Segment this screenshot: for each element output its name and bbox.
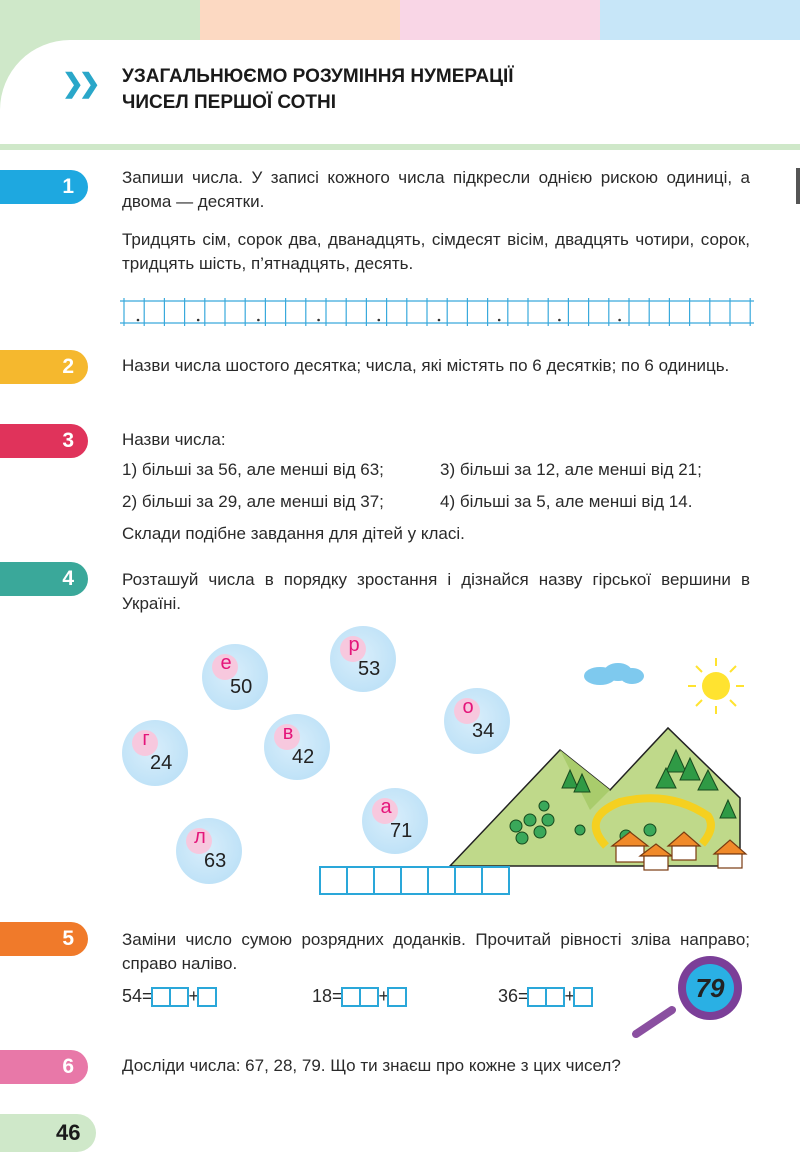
- bubble-letter: а: [380, 796, 392, 818]
- bubble-letter: е: [220, 652, 232, 674]
- strip-peach: [200, 0, 400, 40]
- header-divider: [0, 144, 800, 148]
- plus-sign: +: [188, 986, 200, 1006]
- title-line-2: ЧИСЕЛ ПЕРШОЇ СОТНІ: [122, 92, 337, 113]
- letter-bubble: [362, 788, 428, 854]
- answer-box[interactable]: [169, 987, 189, 1007]
- task-3-item-4: 4) більші за 5, але менші від 14.: [440, 492, 693, 511]
- bubble-number: 50: [230, 676, 253, 698]
- color-strip: [0, 0, 800, 40]
- task-number-1: 1: [0, 170, 88, 204]
- answer-box[interactable]: [454, 866, 483, 895]
- grid-dot: [558, 319, 561, 322]
- answer-box[interactable]: [341, 987, 361, 1007]
- equation-number: 36: [498, 986, 519, 1006]
- bubble-letter: р: [348, 634, 360, 656]
- task-number-4: 4: [0, 562, 88, 596]
- answer-box[interactable]: [197, 987, 217, 1007]
- task-number-3: 3: [0, 424, 88, 458]
- answer-box[interactable]: [346, 866, 375, 895]
- equals-sign: =: [332, 986, 343, 1006]
- letter-bubble: [202, 644, 268, 710]
- grid-dot: [197, 319, 200, 322]
- page-title: [122, 64, 514, 116]
- equals-sign: =: [142, 986, 153, 1006]
- bubble-number: 63: [204, 850, 227, 872]
- answer-box[interactable]: [319, 866, 348, 895]
- magnifier-number: 79: [695, 973, 725, 1003]
- letter-bubble: [176, 818, 242, 884]
- chevron-double-right-icon: ❯❯: [62, 68, 96, 98]
- strip-blue: [600, 0, 800, 40]
- equals-sign: =: [518, 986, 529, 1006]
- grid-dot: [498, 319, 501, 322]
- equation-number: 54: [122, 986, 143, 1006]
- answer-box[interactable]: [573, 987, 593, 1007]
- task-5-instruction: Заміни число сумою розрядних доданків. Прочитай рівності зліва направо; справо наліво.: [122, 930, 750, 973]
- task-number-5: 5: [0, 922, 88, 956]
- task-number-2: 2: [0, 350, 88, 384]
- magnifier-icon: [626, 952, 746, 1042]
- task-3-item-3: 3) більші за 12, але менші від 21;: [440, 460, 702, 479]
- equation-2: [312, 986, 407, 1007]
- writing-grid: [120, 298, 754, 326]
- task-2-instruction: Назви числа шостого десятка; числа, які містять по 6 десятків; по 6 одиниць.: [122, 356, 730, 375]
- page-number: 46: [0, 1114, 96, 1152]
- answer-box[interactable]: [481, 866, 510, 895]
- task-3-extra: Склади подібне завдання для дітей у класі.: [122, 524, 465, 543]
- letter-bubble: [330, 626, 396, 692]
- answer-box[interactable]: [359, 987, 379, 1007]
- mountain-illustration: [440, 650, 760, 890]
- task-3-item-2: 2) більші за 29, але менші від 37;: [122, 492, 384, 511]
- bubble-letter: г: [142, 728, 150, 750]
- grid-dot: [378, 319, 381, 322]
- grid-dot: [438, 319, 441, 322]
- task-1-instruction: Запиши числа. У записі кожного числа підкресли однією рискою одиниці, а двома — десятки.: [122, 168, 750, 211]
- bubble-number: 53: [358, 658, 381, 680]
- strip-pink: [400, 0, 600, 40]
- task-6-instruction: Досліди числа: 67, 28, 79. Що ти знаєш про кожне з цих чисел?: [122, 1056, 621, 1075]
- task-4-instruction: Розташуй числа в порядку зростання і дізнайся назву гірської вершини в Україні.: [122, 570, 750, 613]
- grid-dot: [257, 319, 260, 322]
- grid-dot: [317, 319, 320, 322]
- plus-sign: +: [564, 986, 576, 1006]
- title-line-1: УЗАГАЛЬНЮЄМО РОЗУМІННЯ НУМЕРАЦІЇ: [122, 66, 514, 87]
- plus-sign: +: [378, 986, 390, 1006]
- answer-box[interactable]: [373, 866, 402, 895]
- task-number-6: 6: [0, 1050, 88, 1084]
- cloud-icon: [584, 663, 644, 685]
- letter-bubble: [264, 714, 330, 780]
- sun-icon: [688, 658, 744, 714]
- answer-box[interactable]: [151, 987, 171, 1007]
- bubble-letter: л: [194, 826, 206, 848]
- task-3-item-1: 1) більші за 56, але менші від 63;: [122, 460, 384, 479]
- answer-box[interactable]: [400, 866, 429, 895]
- task-3-prompt: Назви числа:: [122, 430, 226, 449]
- bubble-number: 42: [292, 746, 315, 768]
- strip-green: [0, 0, 200, 40]
- bubble-number: 71: [390, 820, 413, 842]
- grid-dot: [618, 319, 621, 322]
- edge-mark: [796, 168, 800, 204]
- equation-3: [498, 986, 593, 1007]
- equation-1: [122, 986, 217, 1007]
- bubble-number: 34: [472, 720, 495, 742]
- bubble-number: 24: [150, 752, 173, 774]
- grid-dot: [137, 319, 140, 322]
- answer-box[interactable]: [387, 987, 407, 1007]
- equation-number: 18: [312, 986, 333, 1006]
- answer-box[interactable]: [527, 987, 547, 1007]
- letter-bubble: [122, 720, 188, 786]
- task-1-numbers: Тридцять сім, сорок два, дванадцять, сімдесят вісім, двадцять чотири, сорок, тридцять шість, п’ятнадцять, десять.: [122, 230, 750, 273]
- answer-box[interactable]: [427, 866, 456, 895]
- bubble-letter: о: [462, 696, 474, 718]
- answer-boxes[interactable]: [321, 866, 510, 895]
- bubble-letter: в: [282, 722, 294, 744]
- answer-box[interactable]: [545, 987, 565, 1007]
